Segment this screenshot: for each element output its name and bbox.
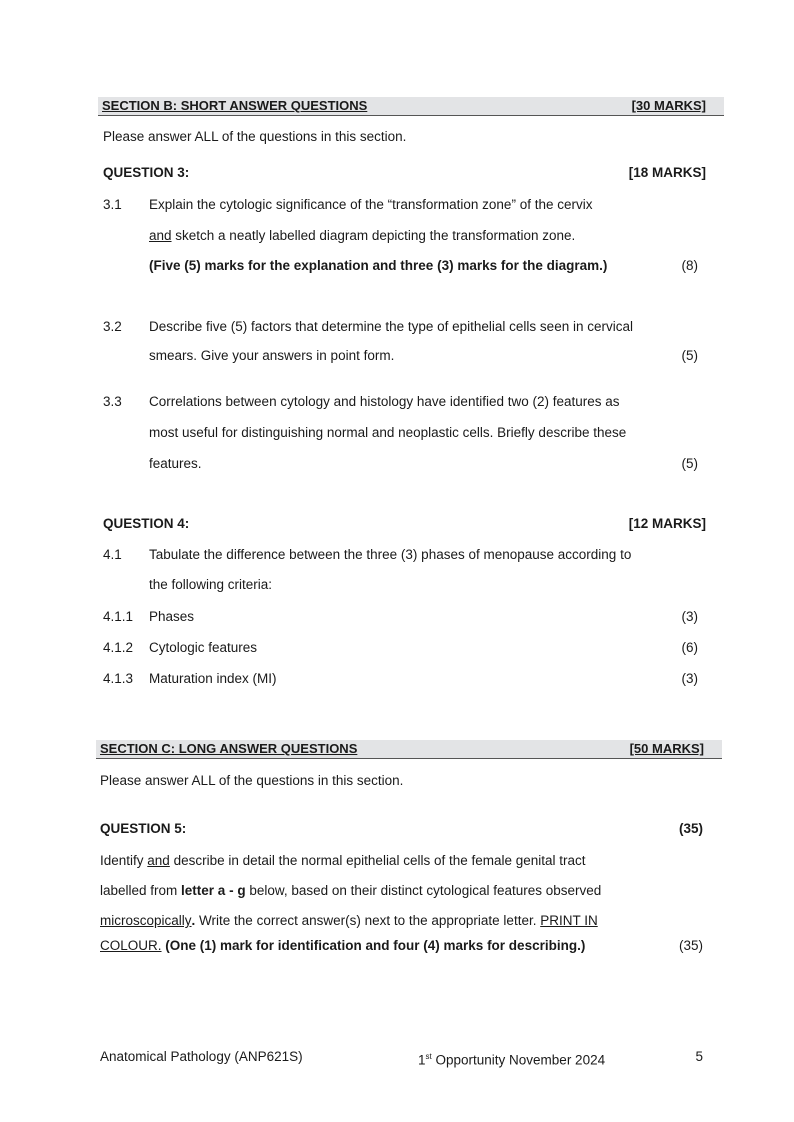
underlined-text: and xyxy=(149,228,172,243)
question-title: QUESTION 5: xyxy=(100,821,187,836)
section-title: SECTION B: SHORT ANSWER QUESTIONS xyxy=(102,98,368,113)
question-text: Describe five (5) factors that determine the type of epithelial cells seen in cervical xyxy=(149,319,633,334)
underlined-text: and xyxy=(147,853,170,868)
criterion-label: Phases xyxy=(149,609,195,624)
underlined-text: microscopically xyxy=(100,913,192,928)
section-b-header xyxy=(98,97,724,116)
question-text xyxy=(100,912,598,930)
criterion-label: Cytologic features xyxy=(149,640,258,655)
section-marks: [50 MARKS] xyxy=(629,741,704,756)
section-title: SECTION C: LONG ANSWER QUESTIONS xyxy=(100,741,358,756)
criterion-number: 4.1.1 xyxy=(103,609,134,624)
question-number: 3.2 xyxy=(103,319,122,334)
marks: (6) xyxy=(681,640,698,655)
question-text: Correlations between cytology and histology have identified two (2) features as xyxy=(149,394,620,409)
question-marks: [12 MARKS] xyxy=(628,516,706,531)
text: . xyxy=(191,913,196,928)
text: below, based on their distinct cytological features observed xyxy=(245,883,602,898)
criterion-label: Maturation index (MI) xyxy=(149,671,277,686)
question-text: features. xyxy=(149,456,202,471)
superscript: st xyxy=(425,1052,432,1061)
instruction: Please answer ALL of the questions in this section. xyxy=(103,129,407,144)
question-text: (Five (5) marks for the explanation and three (3) marks for the diagram.) xyxy=(149,258,608,273)
underlined-text: PRINT IN xyxy=(540,913,598,928)
footer-course: Anatomical Pathology (ANP621S) xyxy=(100,1049,303,1064)
page-number: 5 xyxy=(695,1049,703,1064)
marks: (5) xyxy=(681,456,698,471)
criterion-number: 4.1.3 xyxy=(103,671,134,686)
question-text xyxy=(100,937,585,955)
question-text xyxy=(100,852,586,870)
question-text: Explain the cytologic significance of the “transformation zone” of the cervix xyxy=(149,197,593,212)
question-marks: (35) xyxy=(678,821,703,836)
marks: (35) xyxy=(678,938,703,953)
text: Opportunity November 2024 xyxy=(431,1052,606,1068)
question-number: 3.3 xyxy=(103,394,122,409)
bold-text: (One (1) mark for identification and four (4) marks for describing.) xyxy=(161,938,586,953)
criterion-number: 4.1.2 xyxy=(103,640,134,655)
text: Write the correct answer(s) next to the appropriate letter. xyxy=(195,913,541,928)
marks: (3) xyxy=(681,609,698,624)
text: sketch a neatly labelled diagram depicting the transformation zone. xyxy=(171,228,576,243)
footer-opportunity xyxy=(418,1048,605,1070)
text: describe in detail the normal epithelial cells of the female genital tract xyxy=(169,853,586,868)
question-number: 3.1 xyxy=(103,197,122,212)
question-text xyxy=(149,227,575,245)
underlined-text: COLOUR. xyxy=(100,938,162,953)
question-text: smears. Give your answers in point form. xyxy=(149,348,395,363)
marks: (3) xyxy=(681,671,698,686)
marks: (5) xyxy=(681,348,698,363)
section-c-header xyxy=(96,740,722,759)
question-number: 4.1 xyxy=(103,547,122,562)
question-title: QUESTION 4: xyxy=(103,516,190,531)
question-text: the following criteria: xyxy=(149,577,273,592)
bold-text: letter a - g xyxy=(181,883,246,898)
text: Identify xyxy=(100,853,148,868)
instruction: Please answer ALL of the questions in this section. xyxy=(100,773,404,788)
question-title: QUESTION 3: xyxy=(103,165,190,180)
question-text xyxy=(100,882,601,900)
question-marks: [18 MARKS] xyxy=(628,165,706,180)
text: labelled from xyxy=(100,883,182,898)
text: 1 xyxy=(418,1052,426,1068)
question-text: Tabulate the difference between the three (3) phases of menopause according to xyxy=(149,547,632,562)
question-text: most useful for distinguishing normal and neoplastic cells. Briefly describe these xyxy=(149,425,627,440)
section-marks: [30 MARKS] xyxy=(631,98,706,113)
marks: (8) xyxy=(681,258,698,273)
